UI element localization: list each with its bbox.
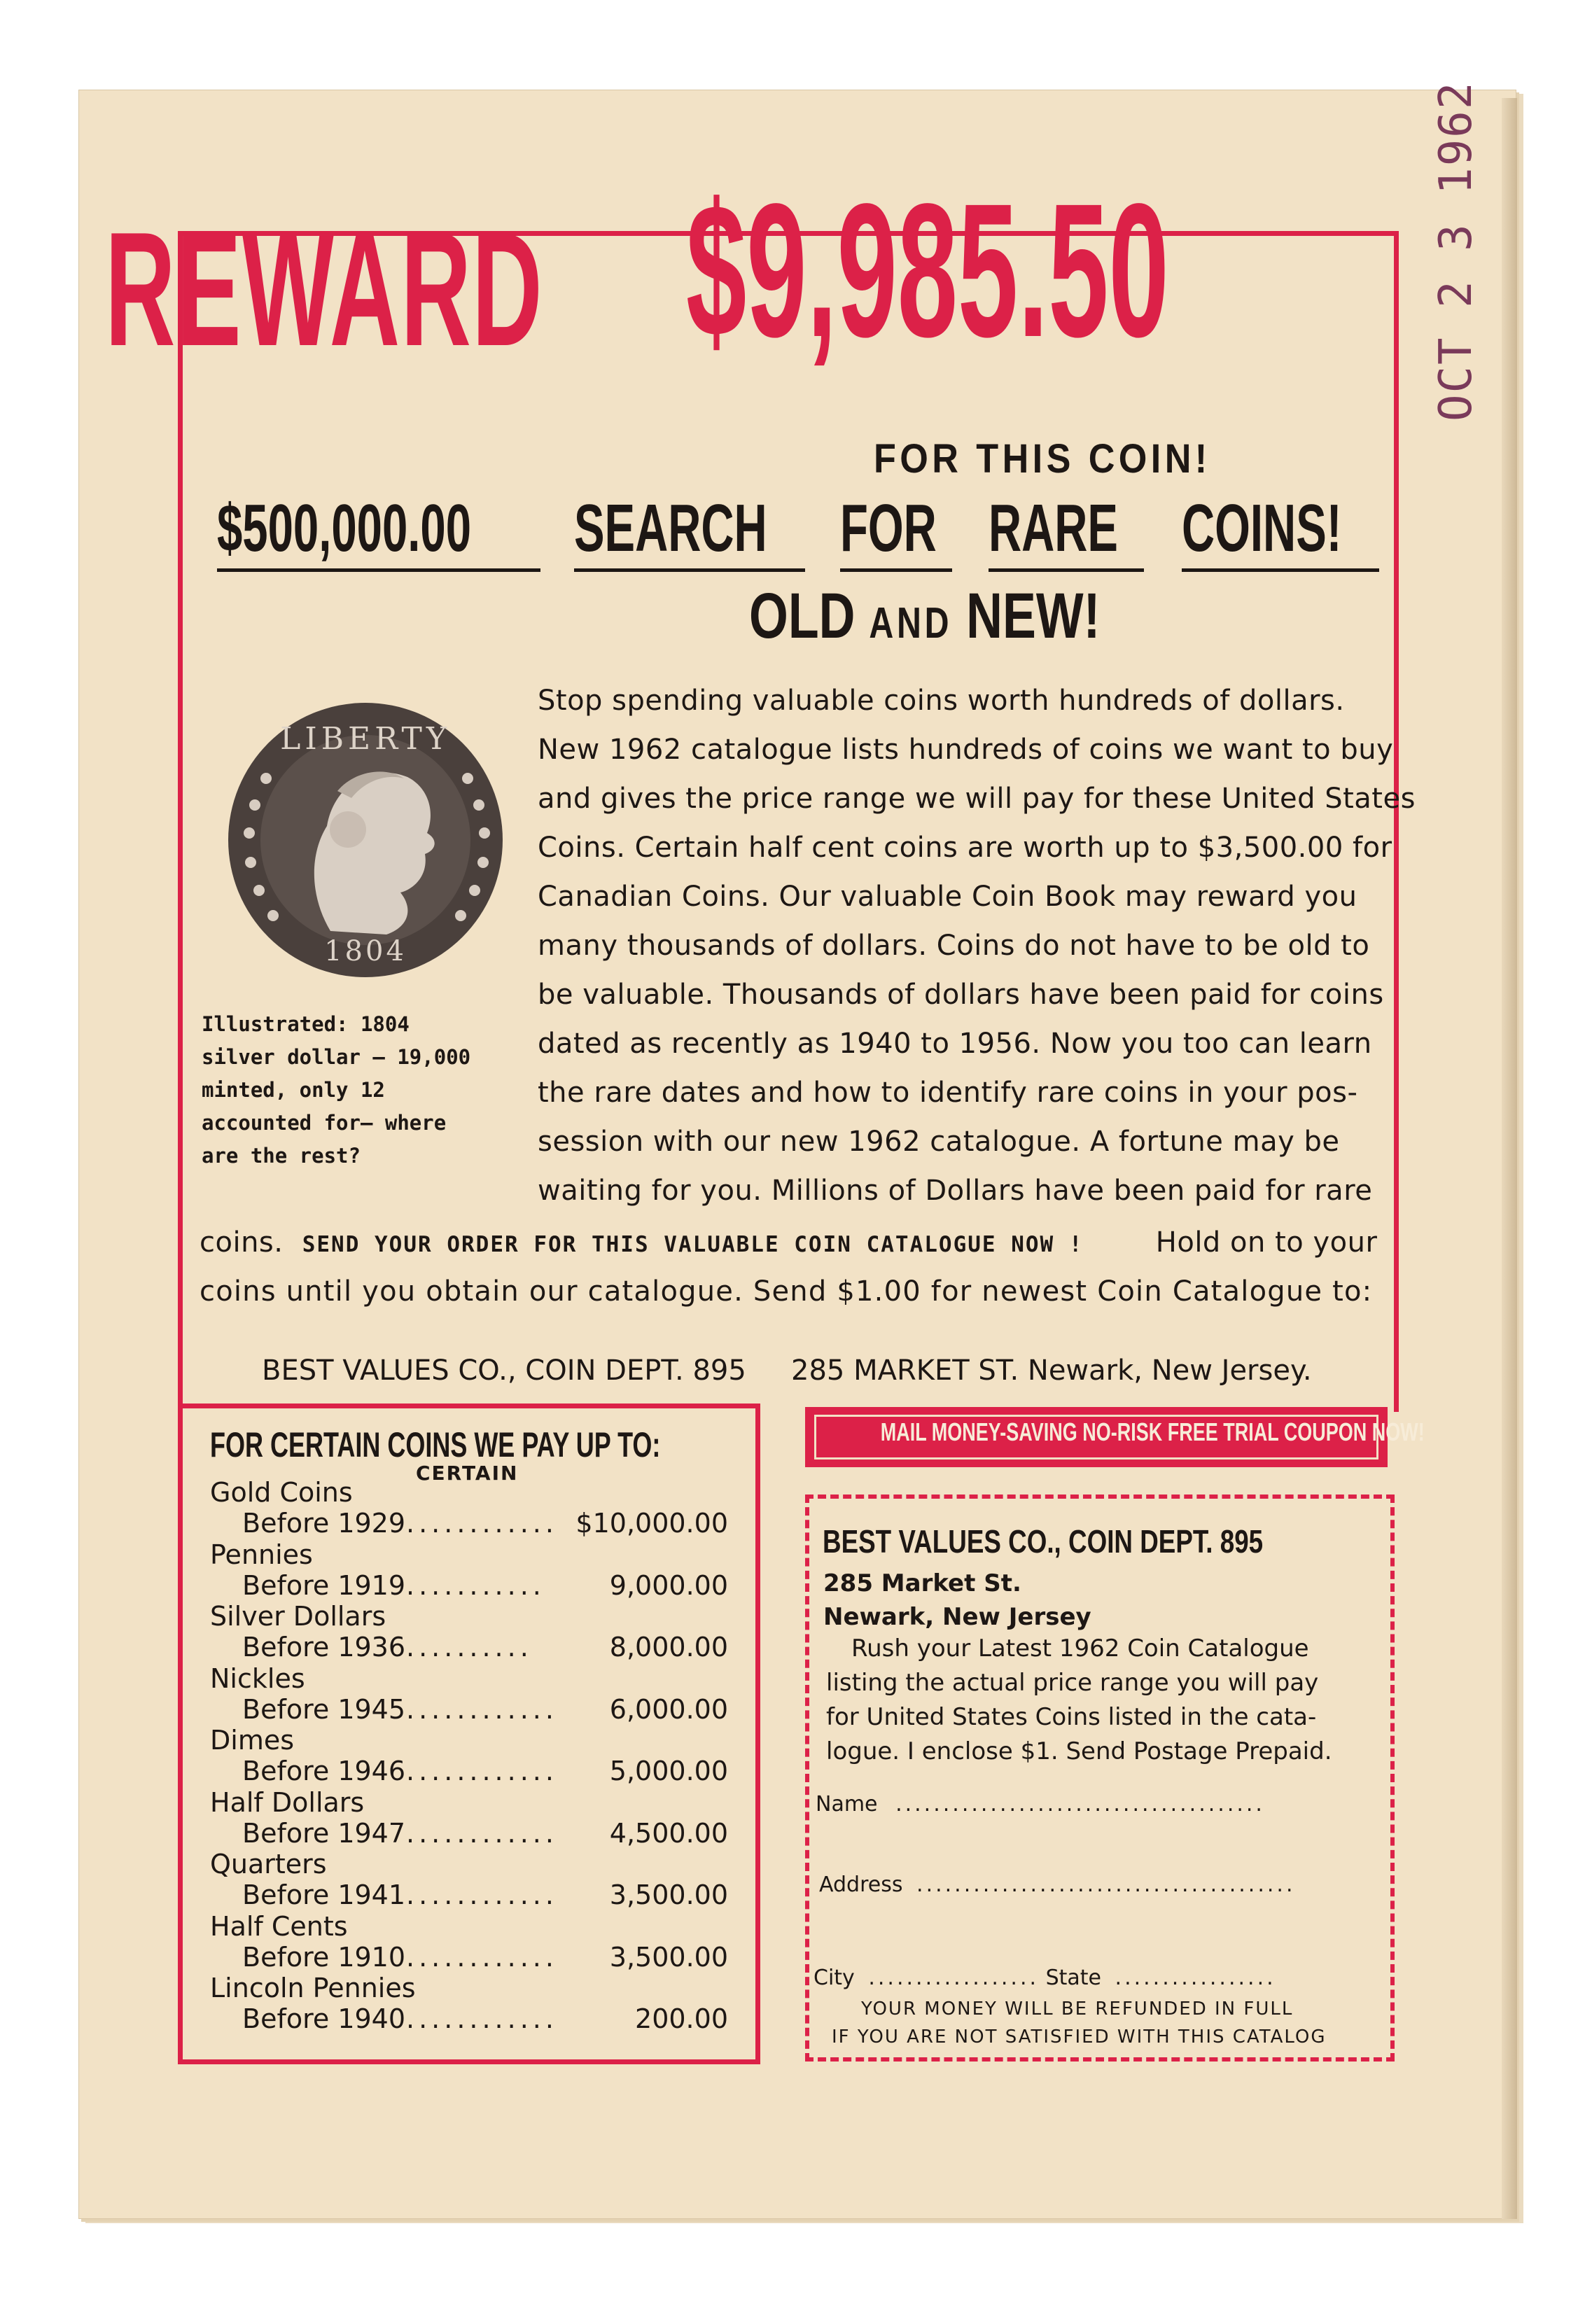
date-limit: Before 1919 xyxy=(242,1569,406,1601)
coin-category: Lincoln Pennies xyxy=(210,1973,416,2003)
dot-leader: ............ xyxy=(406,1508,558,1539)
date-limit: Before 1940 xyxy=(242,2003,406,2034)
reward-heading: REWARD xyxy=(105,199,543,380)
dot-leader: ............ xyxy=(406,2003,558,2034)
company-address: BEST VALUES CO., COIN DEPT. 895 xyxy=(262,1354,746,1387)
underline xyxy=(989,568,1144,572)
street-address: 285 MARKET ST. Newark, New Jersey. xyxy=(791,1354,1312,1387)
refund-notice-2: IF YOU ARE NOT SATISFIED WITH THIS CATALOG xyxy=(832,2026,1327,2047)
price-row xyxy=(210,1849,728,1912)
coupon-body-2: listing the actual price range you will pay xyxy=(826,1669,1319,1697)
date-stamp: OCT 2 3 1962 xyxy=(1430,80,1482,421)
coupon-city: Newark, New Jersey xyxy=(823,1603,1091,1631)
city-state-field[interactable]: City .................. State ................. xyxy=(814,1966,1276,1990)
body-line: dated as recently as 1940 to 1956. Now you too can learn xyxy=(538,1028,1372,1060)
underline xyxy=(574,568,805,572)
address-field[interactable]: Address ........................................ xyxy=(819,1872,1296,1897)
price-amount: $10,000.00 xyxy=(575,1508,728,1539)
body-line: session with our new 1962 catalogue. A fortune may be xyxy=(538,1126,1340,1158)
dot-leader: ............ xyxy=(406,1817,558,1849)
price-amount: 8,000.00 xyxy=(609,1632,728,1662)
coin-category: Pennies xyxy=(210,1539,313,1570)
underline xyxy=(840,568,952,572)
dot-leader: ............ xyxy=(406,1941,558,1973)
body-line: be valuable. Thousands of dollars have been paid for coins xyxy=(538,979,1384,1011)
body-line: Coins. Certain half cent coins are worth up to $3,500.00 for xyxy=(538,832,1392,864)
price-row xyxy=(210,1477,728,1540)
body-line: Canadian Coins. Our valuable Coin Book may reward you xyxy=(538,881,1357,913)
coin-category: Half Dollars xyxy=(210,1786,365,1818)
price-table-title: FOR CERTAIN COINS WE PAY UP TO: xyxy=(210,1425,661,1464)
coin-category: Quarters xyxy=(210,1849,327,1879)
coupon-street: 285 Market St. xyxy=(823,1569,1021,1597)
search-word-amount: $500,000.00 xyxy=(217,491,472,566)
coin-caption: Illustrated: 1804 silver dollar — 19,000 minted, only 12 accounted for— where are the rest? xyxy=(202,1012,471,1168)
old-and-new: OLD AND NEW! xyxy=(749,580,1101,652)
price-amount: 3,500.00 xyxy=(609,1879,728,1910)
coin-category: Half Cents xyxy=(210,1910,348,1942)
price-row xyxy=(210,1601,728,1664)
date-limit: Before 1946 xyxy=(242,1756,406,1786)
price-row xyxy=(210,1973,728,2036)
price-amount: 200.00 xyxy=(635,2003,728,2034)
search-headline xyxy=(0,490,1585,567)
date-limit: Before 1945 xyxy=(242,1693,406,1725)
reward-amount: $9,985.50 xyxy=(686,164,1169,377)
date-limit: Before 1929 xyxy=(242,1508,406,1539)
date-limit: Before 1941 xyxy=(242,1879,406,1910)
dot-leader: ............ xyxy=(406,1879,558,1910)
body-line: and gives the price range we will pay for these United States xyxy=(538,783,1416,815)
body-line-wide-2: coins until you obtain our catalogue. Send $1.00 for newest Coin Catalogue to: xyxy=(200,1275,1373,1308)
coupon-body-4: logue. I enclose $1. Send Postage Prepaid. xyxy=(826,1737,1332,1765)
dot-leader: ............ xyxy=(406,1756,558,1786)
price-amount: 5,000.00 xyxy=(609,1756,728,1786)
silver-dollar-illustration xyxy=(204,700,526,980)
dot-leader: .......... xyxy=(406,1632,533,1662)
price-row xyxy=(210,1787,728,1850)
body-line: Stop spending valuable coins worth hundreds of dollars. xyxy=(538,685,1345,717)
body-line: the rare dates and how to identify rare coins in your pos- xyxy=(538,1077,1358,1109)
for-this-coin: FOR THIS COIN! xyxy=(874,436,1211,482)
price-amount: 4,500.00 xyxy=(609,1817,728,1849)
underline xyxy=(1182,568,1379,572)
underline xyxy=(217,568,540,572)
date-limit: Before 1936 xyxy=(242,1632,406,1662)
coupon-banner: MAIL MONEY-SAVING NO-RISK FREE TRIAL COUPON NOW! xyxy=(805,1407,1388,1467)
price-table-subtitle: CERTAIN xyxy=(416,1462,519,1485)
coupon-body-1: Rush your Latest 1962 Coin Catalogue xyxy=(851,1634,1309,1662)
coin-category: Silver Dollars xyxy=(210,1601,386,1632)
name-field[interactable]: Name ....................................... xyxy=(816,1792,1265,1816)
dot-leader: ........... xyxy=(406,1569,545,1601)
price-row xyxy=(210,1663,728,1726)
body-line-wide-1: coins. SEND YOUR ORDER FOR THIS VALUABLE COIN CATALOGUE NOW ! Hold on to your xyxy=(200,1226,1378,1259)
coin-category: Gold Coins xyxy=(210,1477,353,1508)
price-amount: 9,000.00 xyxy=(609,1569,728,1601)
price-row xyxy=(210,1725,728,1788)
coupon-body-3: for United States Coins listed in the cata- xyxy=(826,1703,1317,1731)
body-line: waiting for you. Millions of Dollars have been paid for rare xyxy=(538,1175,1373,1207)
search-word-for: FOR xyxy=(840,491,937,566)
coin-liberty-text: LIBERTY xyxy=(280,721,451,757)
refund-notice-1: YOUR MONEY WILL BE REFUNDED IN FULL xyxy=(861,1998,1294,2019)
coin-category: Nickles xyxy=(210,1662,305,1694)
date-limit: Before 1947 xyxy=(242,1817,406,1849)
coupon-company: BEST VALUES CO., COIN DEPT. 895 xyxy=(823,1523,1264,1560)
search-word-rare: RARE xyxy=(989,491,1118,566)
price-row xyxy=(210,1539,728,1602)
search-word-coins: COINS! xyxy=(1182,491,1342,566)
body-line: New 1962 catalogue lists hundreds of coins we want to buy xyxy=(538,734,1394,766)
coin-date-text: 1804 xyxy=(324,935,407,967)
search-word-search: SEARCH xyxy=(574,491,767,566)
body-line: many thousands of dollars. Coins do not have to be old to xyxy=(538,930,1370,962)
date-limit: Before 1910 xyxy=(242,1941,406,1973)
price-amount: 3,500.00 xyxy=(609,1941,728,1973)
coin-category: Dimes xyxy=(210,1725,295,1756)
price-amount: 6,000.00 xyxy=(609,1693,728,1725)
price-row xyxy=(210,1911,728,1974)
dot-leader: ............ xyxy=(406,1693,558,1725)
